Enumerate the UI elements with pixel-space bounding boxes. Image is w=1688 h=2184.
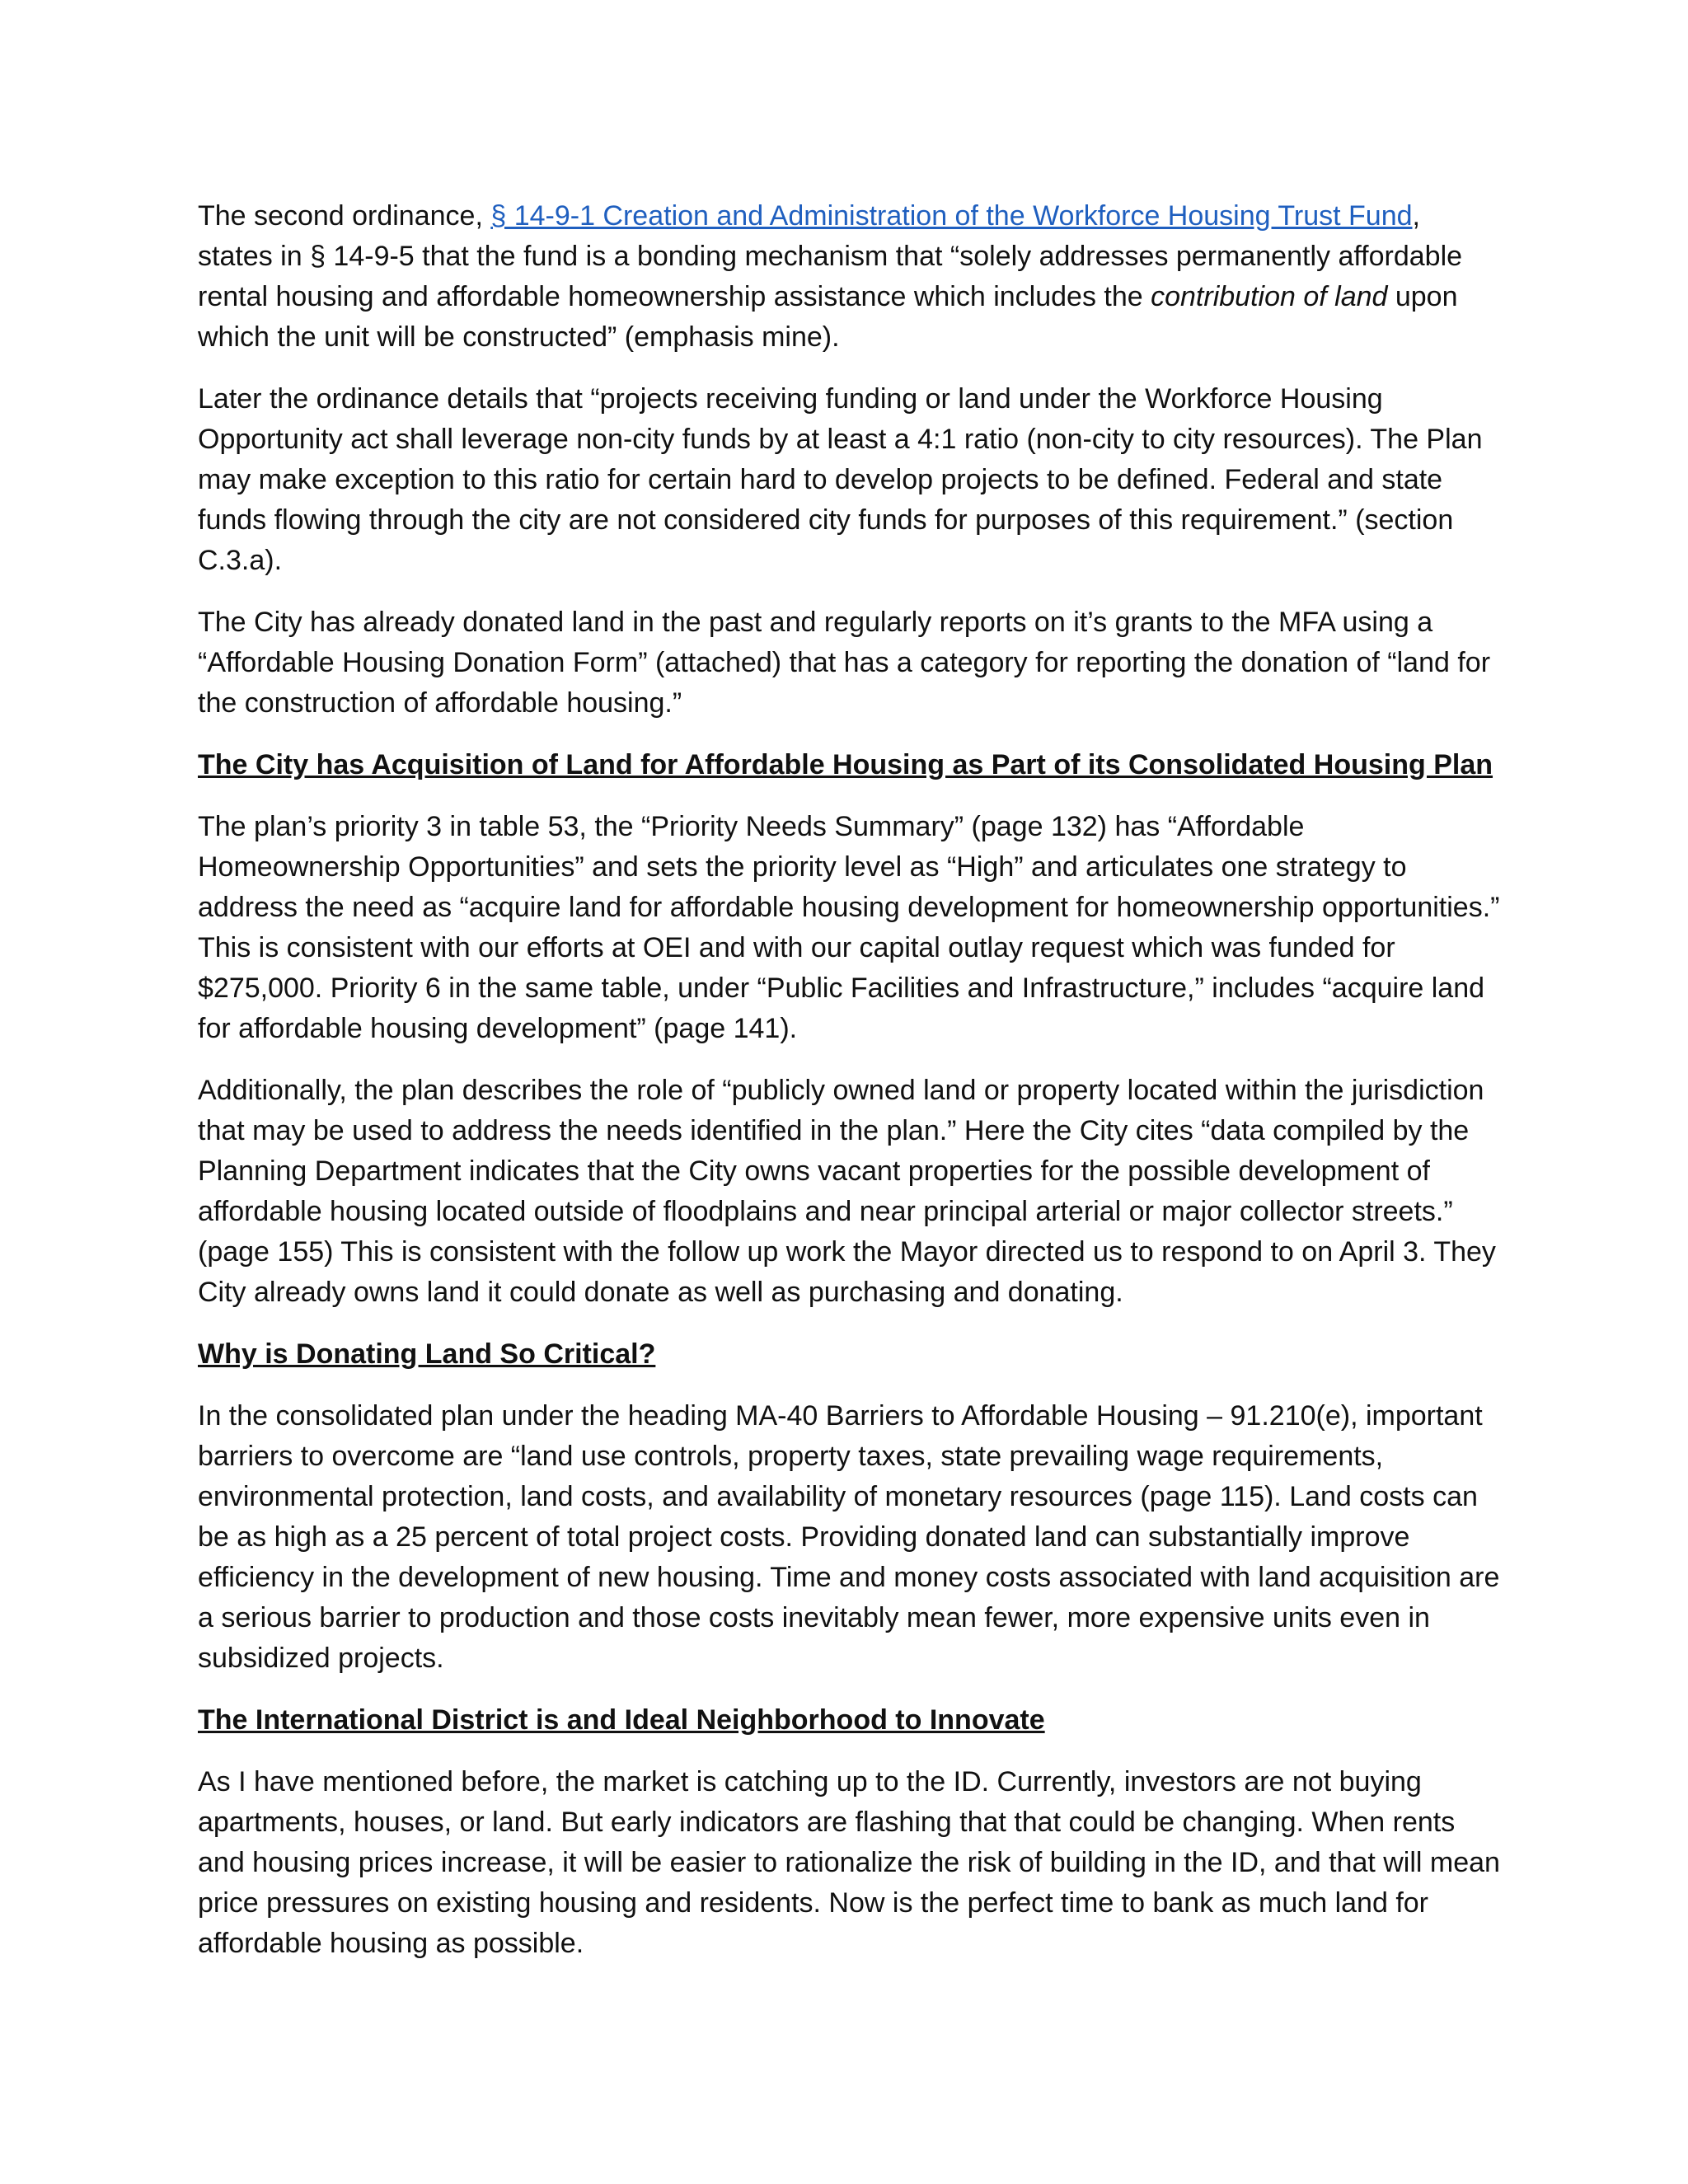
paragraph-leverage-ratio: Later the ordinance details that “projects receiving funding or land under the Workforce Housing Opportunity act shall leverage non-city funds by at least a 4:1 ratio (non-city to city resources). The Plan may make exception to this ratio for certain hard to develop projects to be defined. Federal and state funds flowing through the city are not considered city funds for purposes of this requirement.” (section C.3.a). — [198, 383, 1483, 576]
paragraph-ordinance-emphasis: contribution of land — [1151, 281, 1388, 312]
heading-international-district: The International District is and Ideal Neighborhood to Innovate — [198, 1704, 1045, 1736]
paragraph-ordinance-body: , states in § 14-9-5 that the fund is a bonding mechanism that “solely addresses permanently affordable rental housing and affordable homeownership assistance which includes the — [198, 200, 1463, 312]
workforce-housing-trust-fund-link[interactable]: § 14-9-1 Creation and Administration of the Workforce Housing Trust Fund — [490, 200, 1413, 232]
document-page — [198, 196, 1500, 1985]
paragraph-market: As I have mentioned before, the market is catching up to the ID. Currently, investors are not buying apartments, houses, or land. But early indicators are flashing that that could be changing. When rents and housing prices increase, it will be easier to rationalize the risk of building in the ID, and that will mean price pressures on existing housing and residents. Now is the perfect time to bank as much land for affordable housing as possible. — [198, 1766, 1500, 1959]
paragraph-priority-needs: The plan’s priority 3 in table 53, the “Priority Needs Summary” (page 132) has “Affordable Homeownership Opportunities” and sets the priority level as “High” and articulates one strategy to address the need as “acquire land for affordable housing development for homeownership opportunities.” This is consistent with our efforts at OEI and with our capital outlay request which was funded for $275,000. Priority 6 in the same table, under “Public Facilities and Infrastructure,” includes “acquire land for affordable housing development” (page 141). — [198, 811, 1500, 1044]
paragraph-donation-form: The City has already donated land in the past and regularly reports on it’s grants to the MFA using a “Affordable Housing Donation Form” (attached) that has a category for reporting the donation of “land for the construction of affordable housing.” — [198, 607, 1491, 719]
paragraph-barriers: In the consolidated plan under the heading MA-40 Barriers to Affordable Housing – 91.210(e), important barriers to overcome are “land use controls, property taxes, state prevailing wage requirements, environmental protection, land costs, and availability of monetary resources (page 115). Land costs can be as high as a 25 percent of total project costs. Providing donated land can substantially improve efficiency in the development of new housing. Time and money costs associated with land acquisition are a serious barrier to production and those costs inevitably mean fewer, more expensive units even in subsidized projects. — [198, 1400, 1500, 1674]
heading-consolidated-plan: The City has Acquisition of Land for Affordable Housing as Part of its Consolidated Housing Plan — [198, 749, 1493, 780]
paragraph-ordinance-intro: The second ordinance, — [198, 200, 491, 232]
paragraph-ordinance-end: upon which the unit will be constructed” (emphasis mine). — [198, 281, 1458, 353]
heading-why-donating-land: Why is Donating Land So Critical? — [198, 1338, 656, 1370]
paragraph-ordinance — [198, 196, 1500, 358]
paragraph-publicly-owned-land: Additionally, the plan describes the role of “publicly owned land or property located within the jurisdiction that may be used to address the needs identified in the plan.” Here the City cites “data compiled by the Planning Department indicates that the City owns vacant properties for the possible development of affordable housing located outside of floodplains and near principal arterial or major collector streets.” (page 155) This is consistent with the follow up work the Mayor directed us to respond to on April 3. They City already owns land it could donate as well as purchasing and donating. — [198, 1075, 1496, 1308]
